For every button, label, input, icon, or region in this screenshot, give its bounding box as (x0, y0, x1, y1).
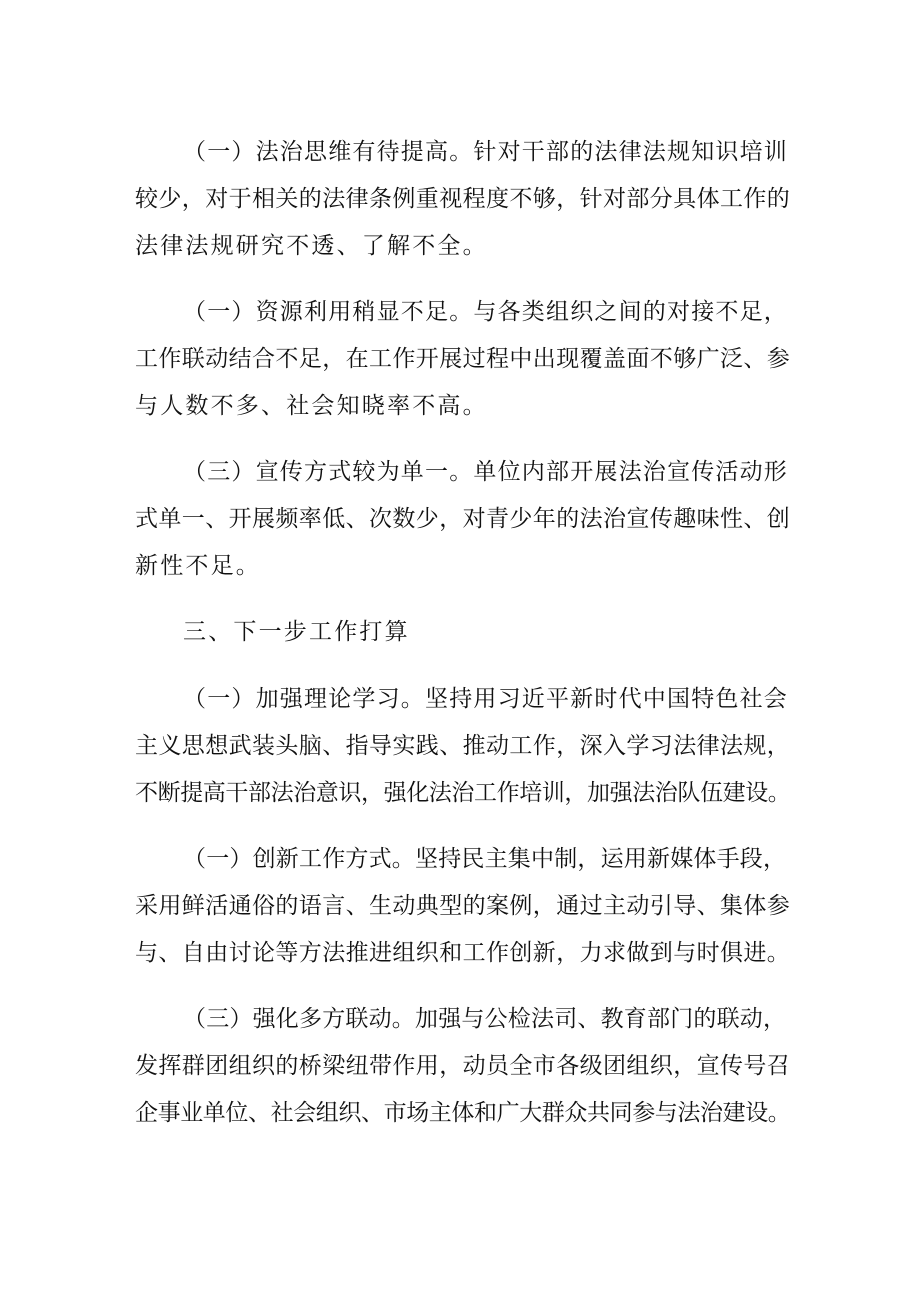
paragraph-line: 与、自由讨论等方法推进组织和工作创新，力求做到与时俱进。 (135, 940, 791, 966)
paragraph-line: （一）资源利用稍显不足。与各类组织之间的对接不足， (183, 299, 788, 325)
paragraph-line: 企事业单位、社会组织、市场主体和广大群众共同参与法治建设。 (135, 1100, 791, 1126)
paragraph-line: 式单一、开展频率低、次数少，对青少年的法治宣传趣味性、创 (135, 506, 791, 532)
paragraph-line: （三）强化多方联动。加强与公检法司、教育部门的联动， (183, 1006, 787, 1032)
paragraph-line: 工作联动结合不足，在工作开展过程中出现覆盖面不够广泛、参 (135, 346, 791, 372)
paragraph-line: （一）加强理论学习。坚持用习近平新时代中国特色社会 (183, 686, 788, 712)
paragraph-line: 发挥群团组织的桥梁纽带作用，动员全市各级团组织，宣传号召 (135, 1053, 791, 1079)
paragraph-line: 新性不足。 (135, 553, 261, 579)
paragraph-line: （一）创新工作方式。坚持民主集中制，运用新媒体手段， (183, 846, 787, 872)
paragraph-line: 较少，对于相关的法律条例重视程度不够，针对部分具体工作的 (135, 186, 791, 212)
paragraph-line: （三）宣传方式较为单一。单位内部开展法治宣传活动形 (183, 459, 788, 485)
paragraph-line: 主义思想武装头脑、指导实践、推动工作，深入学习法律法规， (135, 733, 791, 759)
paragraph-line: 法律法规研究不透、了解不全。 (135, 233, 488, 259)
section-heading: 三、下一步工作打算 (183, 619, 410, 645)
paragraph-line: 采用鲜活通俗的语言、生动典型的案例，通过主动引导、集体参 (135, 893, 791, 919)
paragraph-line: 不断提高干部法治意识，强化法治工作培训，加强法治队伍建设。 (135, 780, 791, 806)
paragraph-line: 与人数不多、社会知晓率不高。 (135, 393, 488, 419)
paragraph-line: （一）法治思维有待提高。针对干部的法律法规知识培训 (183, 139, 788, 165)
